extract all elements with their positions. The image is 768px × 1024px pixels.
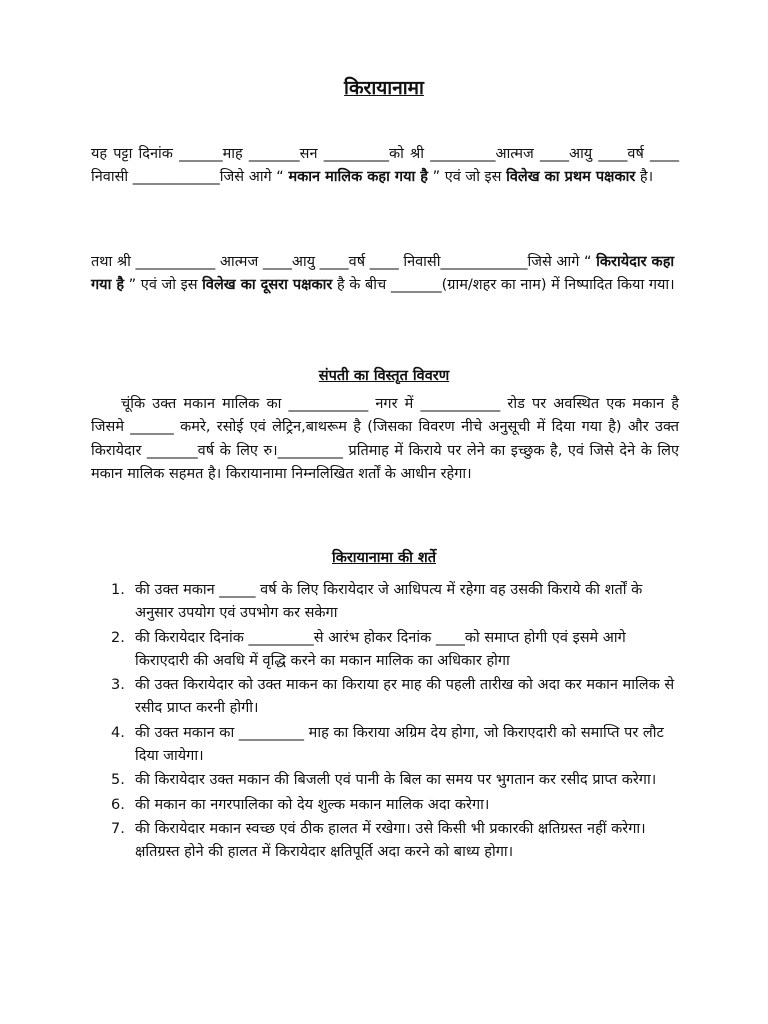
term-number: 5.: [111, 772, 125, 788]
paragraph-first-party: [91, 143, 679, 190]
para2-text-3: है के बीच _______(ग्राम/शहर का नाम) में निष्पादित किया गया।: [332, 277, 675, 294]
terms-list: [111, 579, 680, 866]
para1-text-2: ” एवं जो इस: [428, 169, 507, 186]
paragraph-property-details: चूंकि उक्त मकान मालिक का ___________ नगर में ___________ रोड पर अवस्थित एक मकान है जिसमे ______ कमरे, रसोई एवं लेट्रिन,बाथरूम है (जिसका विवरण नीचे अनुसूची में दिया गया है) और उक्त किरायेदार _______वर्ष के लिए रु।_________ प्रतिमाह में किराये पर लेने का इच्छुक है, एवं जिसे देने के लिए मकान मालिक सहमत है। किरायानामा निम्नलिखित शर्तों के आधीन रहेगा।: [91, 396, 679, 482]
term-number: 4.: [111, 724, 125, 741]
term-text: की उक्त मकान _____ वर्ष के लिए किरायेदार जे आधिपत्य में रहेगा वह उसकी किराये की शर्तों के अनुसार उपयोग एवं उपभोग कर सकेगा: [135, 582, 643, 621]
term-text: की मकान का नगरपालिका को देय शुल्क मकान मालिक अदा करेगा।: [135, 796, 490, 813]
term-item: [111, 579, 680, 625]
term-text: की उक्त मकान का _________ माह का किराया अग्रिम देय होगा, जो किराएदारी को समाप्ति पर लौट दिया जायेगा।: [135, 724, 664, 764]
para1-text-3: है।: [635, 169, 654, 186]
para2-bold-tenant: किरायेदार कहा गया है: [91, 254, 675, 294]
term-text: की किरायेदार दिनांक _________से आरंभ होकर दिनांक ____को समाप्त होगी एवं इसमे आगे किराएदारी की अवधि में वृद्धि करने का मकान मालिक का अधिकार होगा: [135, 629, 626, 669]
term-text: की किरायेदार उक्त मकान की बिजली एवं पानी के बिल का समय पर भुगतान कर रसीद प्राप्त करेगा।: [135, 772, 657, 788]
para1-bold-landlord: मकान मालिक कहा गया है: [288, 169, 429, 186]
para2-text-1: तथा श्री ___________ आत्मज ____आयु ____वर्ष ____ निवासी____________जिसे आगे “: [91, 254, 597, 270]
term-number: 2.: [111, 629, 125, 646]
term-item: [111, 722, 680, 768]
paragraph-second-party: [91, 251, 679, 298]
term-item: [111, 627, 680, 673]
para2-text-2: ” एवं जो इस: [124, 277, 203, 294]
term-item: [111, 794, 680, 817]
term-number: 6.: [111, 796, 125, 813]
term-text: की किरायेदार मकान स्वच्छ एवं ठीक हालत में रखेगा। उसे किसी भी प्रकारकी क्षतिग्रस्त नहीं करेगा। क्षतिग्रस्त होने की हालत में किरायेदार क्षतिपूर्ति अदा करने को बाध्य होगा।: [135, 821, 646, 860]
term-number: 7.: [111, 821, 125, 837]
para1-text-1: यह पट्टा दिनांक ______माह _______सन _________को श्री _________आत्मज ____आयु ____वर्ष ____ निवासी ____________जिसे आगे “: [91, 146, 679, 186]
term-text: की उक्त किरायेदार को उक्त माकन का किराया हर माह की पहली तारीख को अदा कर मकान मालिक से रसीद प्राप्त करनी होगी।: [135, 677, 675, 716]
term-item: [111, 674, 680, 720]
term-item: [111, 818, 680, 864]
document-title: किरायानामा: [344, 77, 424, 99]
term-number: 1.: [111, 582, 125, 598]
para1-bold-first-party: विलेख का प्रथम पक्षकार: [506, 169, 636, 186]
term-item: [111, 769, 680, 792]
term-number: 3.: [111, 677, 125, 693]
para2-bold-second-party: विलेख का दूसरा पक्षकार: [202, 277, 333, 294]
section-heading-terms: किरायानामा की शर्ते: [331, 550, 437, 566]
section-heading-property-details: संपती का विस्तृत विवरण: [318, 368, 450, 384]
